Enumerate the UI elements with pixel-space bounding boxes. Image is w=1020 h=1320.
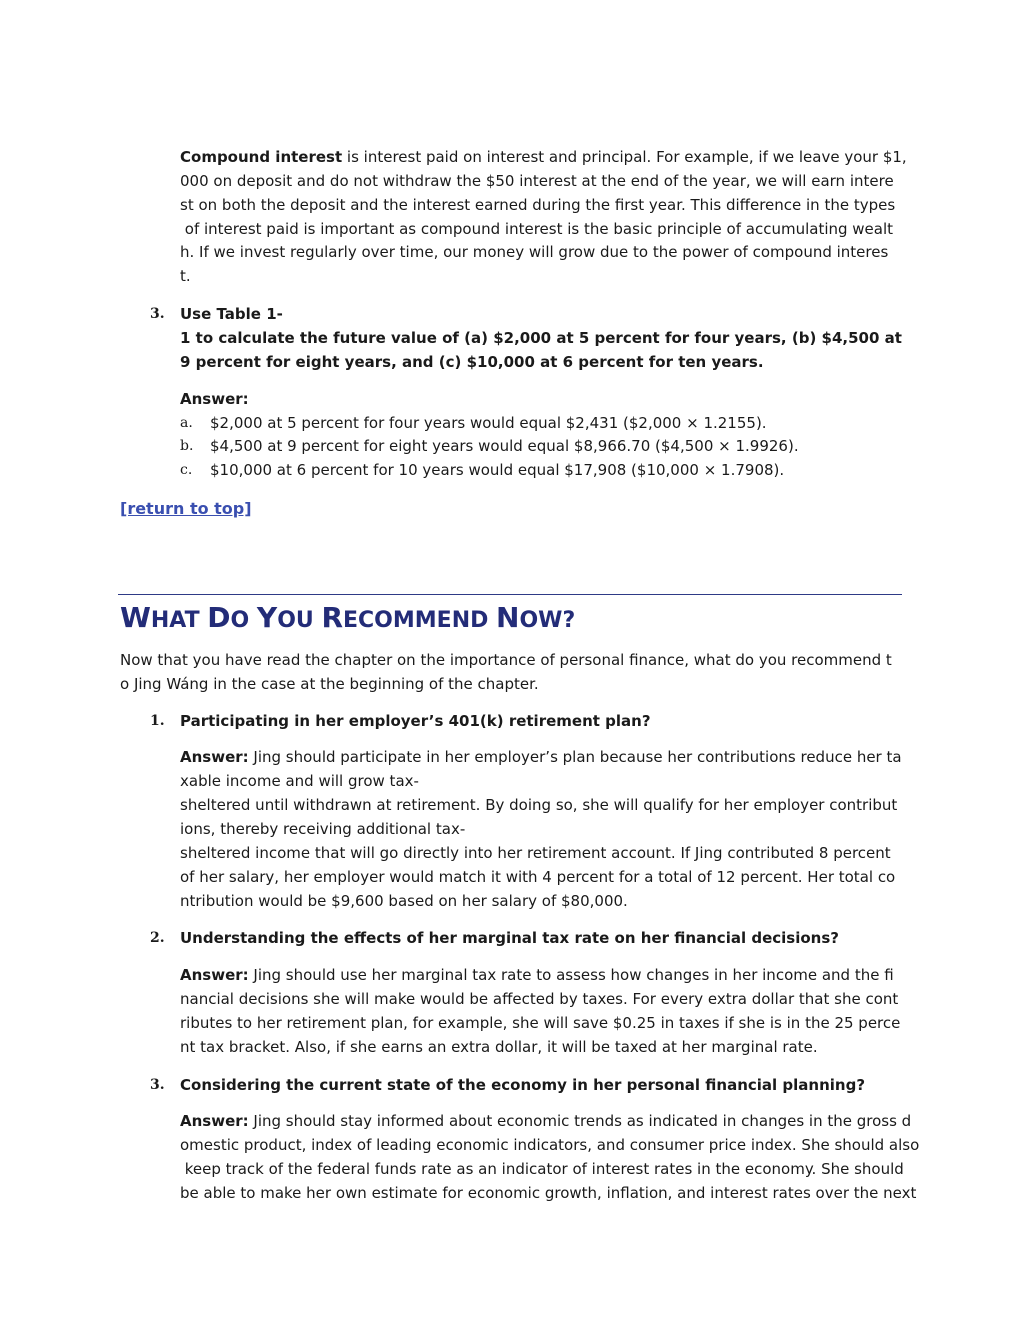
answer-line: Answer: Jing should stay informed about economic trends as indicated in changes in the gross d (180, 1112, 912, 1130)
paragraph-line: Compound interest is interest paid on interest and principal. For example, if we leave your $1, (180, 148, 907, 166)
answer-label: Answer: (180, 390, 249, 408)
section-intro-line: o Jing Wáng in the case at the beginning of the chapter. (120, 675, 539, 693)
list-letter: b. (180, 438, 194, 454)
question-number: 2. (150, 930, 165, 946)
question-number: 1. (150, 713, 165, 729)
answer-line: nt tax bracket. Also, if she earns an extra dollar, it will be taxed at her marginal rate. (180, 1038, 818, 1056)
answer-line: omestic product, index of leading economic indicators, and consumer price index. She should also (180, 1136, 920, 1154)
answer-line: ntribution would be $9,600 based on her salary of $80,000. (180, 892, 628, 910)
question-text-line: 9 percent for eight years, and (c) $10,000 at 6 percent for ten years. (180, 353, 764, 371)
answer-label: Answer: (180, 748, 249, 766)
question-text-line: 1 to calculate the future value of (a) $2,000 at 5 percent for four years, (b) $4,500 at (180, 329, 902, 347)
answer-line: xable income and will grow tax- (180, 772, 419, 790)
question-number: 3. (150, 1077, 165, 1093)
answer-line: nancial decisions she will make would be affected by taxes. For every extra dollar that she cont (180, 990, 899, 1008)
question-title: Understanding the effects of her marginal tax rate on her financial decisions? (180, 929, 839, 947)
paragraph-line: h. If we invest regularly over time, our money will grow due to the power of compound interes (180, 243, 889, 261)
answer-line: Answer: Jing should use her marginal tax rate to assess how changes in her income and the fi (180, 966, 894, 984)
return-to-top-link[interactable]: [return to top] (120, 499, 252, 518)
paragraph-line: 000 on deposit and do not withdraw the $50 interest at the end of the year, we will earn intere (180, 172, 894, 190)
list-item: $4,500 at 9 percent for eight years would equal $8,966.70 ($4,500 × 1.9926). (210, 437, 799, 455)
answer-line: sheltered until withdrawn at retirement. By doing so, she will qualify for her employer contribut (180, 796, 898, 814)
question-title: Participating in her employer’s 401(k) retirement plan? (180, 712, 651, 730)
answer-line: be able to make her own estimate for economic growth, inflation, and interest rates over the next (180, 1184, 917, 1202)
answer-label: Answer: (180, 966, 249, 984)
list-item: $10,000 at 6 percent for 10 years would equal $17,908 ($10,000 × 1.7908). (210, 461, 785, 479)
list-letter: a. (180, 415, 193, 431)
paragraph-line: of interest paid is important as compound interest is the basic principle of accumulating wealt (180, 220, 894, 238)
section-intro-line: Now that you have read the chapter on the importance of personal finance, what do you recommend t (120, 651, 892, 669)
term-compound-interest: Compound interest (180, 148, 343, 166)
section-title: WHAT DO YOU RECOMMEND NOW? (120, 601, 576, 634)
answer-line: sheltered income that will go directly into her retirement account. If Jing contributed 8 percent (180, 844, 891, 862)
question-number: 3. (150, 306, 165, 322)
question-title: Considering the current state of the economy in her personal financial planning? (180, 1076, 866, 1094)
answer-line: keep track of the federal funds rate as an indicator of interest rates in the economy. She should (180, 1160, 904, 1178)
list-letter: c. (180, 462, 193, 478)
answer-label: Answer: (180, 1112, 249, 1130)
paragraph-line: t. (180, 267, 191, 285)
answer-line: of her salary, her employer would match it with 4 percent for a total of 12 percent. Her total co (180, 868, 896, 886)
list-item: $2,000 at 5 percent for four years would equal $2,431 ($2,000 × 1.2155). (210, 414, 767, 432)
answer-line: ributes to her retirement plan, for example, she will save $0.25 in taxes if she is in the 25 perce (180, 1014, 901, 1032)
answer-line: ions, thereby receiving additional tax- (180, 820, 466, 838)
question-text-line: Use Table 1- (180, 305, 283, 323)
answer-line: Answer: Jing should participate in her employer’s plan because her contributions reduce her ta (180, 748, 902, 766)
paragraph-line: st on both the deposit and the interest earned during the first year. This difference in the types (180, 196, 896, 214)
section-divider (118, 594, 902, 595)
